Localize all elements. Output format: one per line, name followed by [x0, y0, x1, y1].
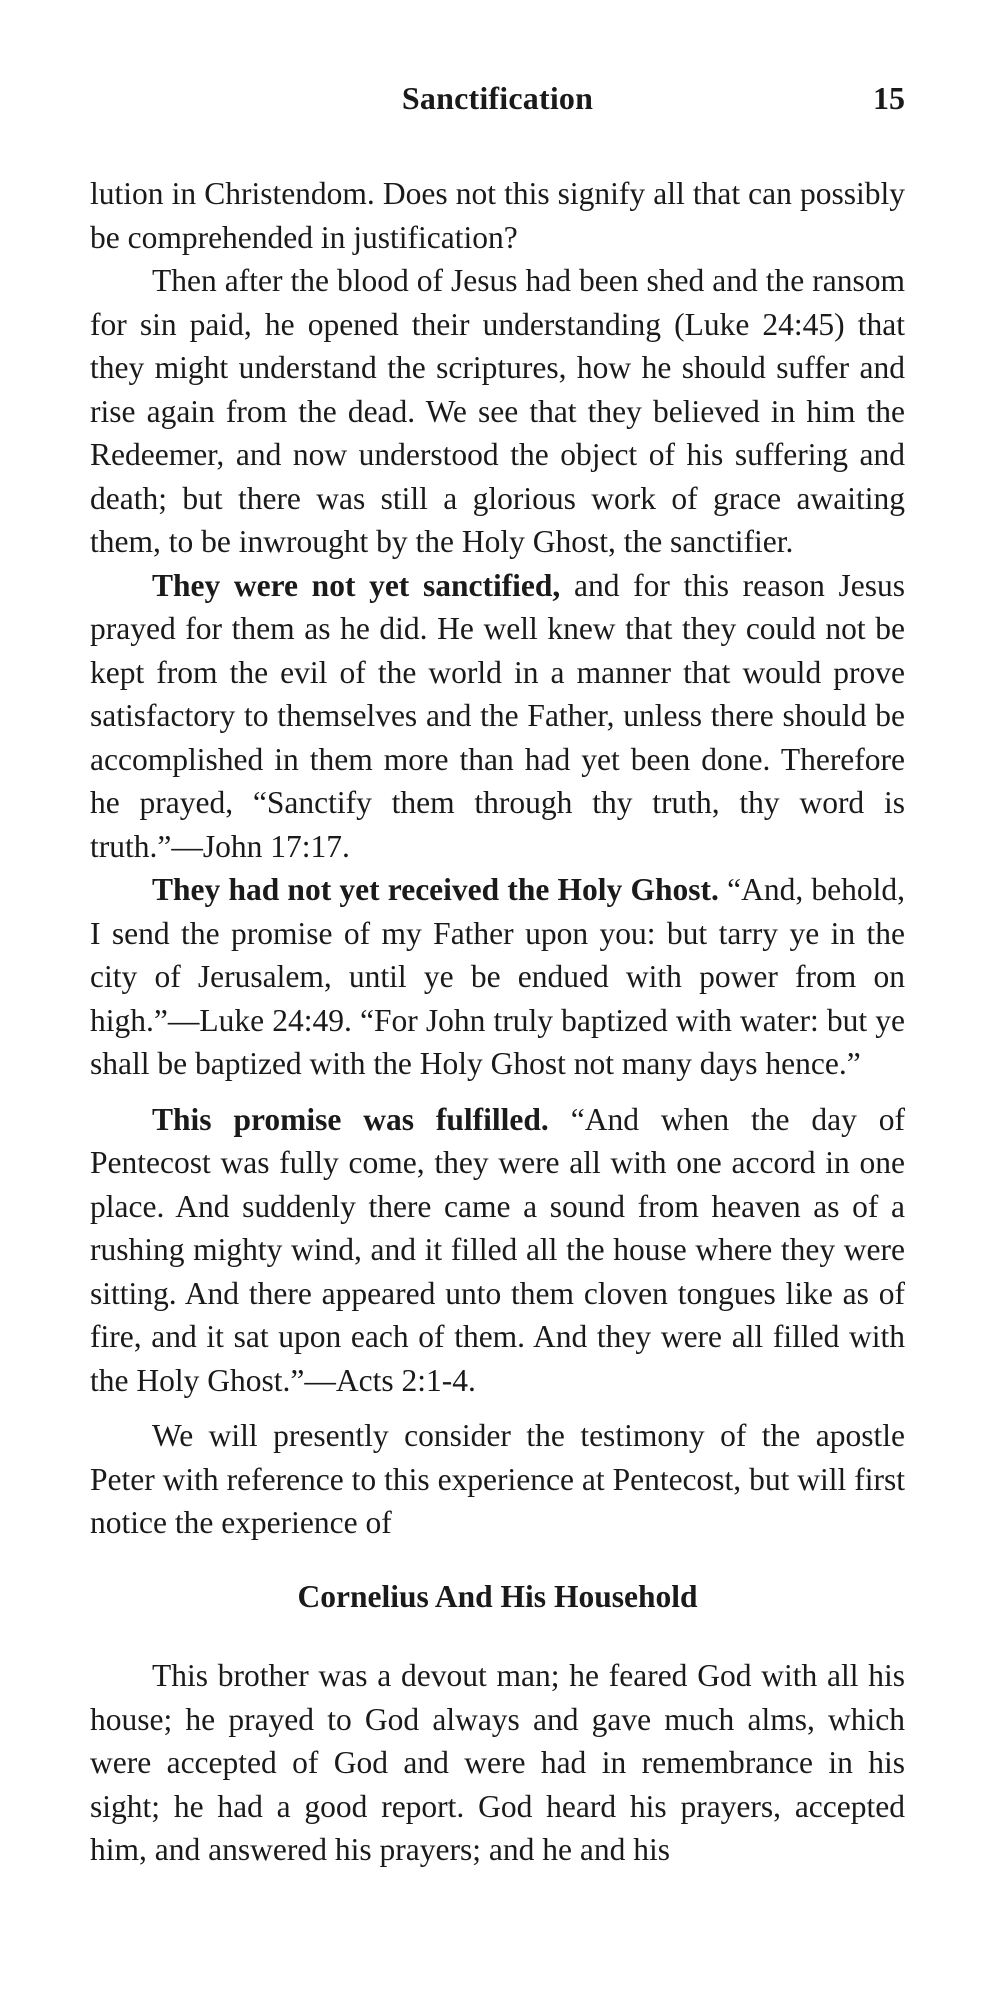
- paragraph-text: This brother was a devout man; he feared God with all his house; he prayed to God always and gave much alms, which were accepted of God and were had in remembrance in his sight; he had a good report. God heard his prayers, accepted him, and answered his prayers; and he and his: [90, 1658, 905, 1867]
- paragraph-lead-bold: They had not yet received the Holy Ghost.: [152, 872, 719, 907]
- paragraph-lead-bold: They were not yet sanctified,: [152, 567, 561, 603]
- body-text: [90, 172, 905, 1872]
- page-number: 15: [873, 80, 905, 116]
- paragraph-continuation: [90, 172, 905, 259]
- running-title: Sanctification: [401, 80, 594, 116]
- paragraph-text: We will presently consider the testimony of the apostle Peter with reference to this experience at Pentecost, but will first notice the experience of: [90, 1418, 905, 1540]
- paragraph-devout-man: [90, 1654, 905, 1872]
- paragraph-not-yet-received: [90, 868, 905, 1086]
- paragraph-text: “And, behold, I send the promise of my Father upon you: but tarry ye in the city of Jerusalem, until ye be endued with power from on high.”—Luke 24:49. “For John truly baptized with water: but ye shall be baptized with the Holy Ghost not many days hence.”: [90, 872, 905, 1081]
- paragraph-presently-consider: [90, 1414, 905, 1545]
- paragraph-text: “And when the day of Pentecost was fully come, they were all with one accord in one place. And suddenly there came a sound from heaven as of a rushing mighty wind, and it filled all the house where they were sitting. And there appeared unto them cloven tongues like as of fire, and it sat upon each of them. And they were all filled with the Holy Ghost.”—Acts 2:1-4.: [90, 1101, 905, 1398]
- paragraph-promise-fulfilled: [90, 1098, 905, 1403]
- paragraph-text: and for this reason Jesus prayed for them as he did. He well knew that they could not be kept from the evil of the world in a manner that would prove satisfactory to themselves and the Father, unless there should be accomplished in them more than had yet been done. Therefore he prayed, “Sanctify them through thy truth, thy word is truth.”—John 17:17.: [90, 567, 905, 864]
- running-head: [90, 80, 905, 130]
- section-heading: Cornelius And His Household: [297, 1578, 698, 1614]
- paragraph-text: lution in Christendom. Does not this signify all that can possibly be comprehended in justification?: [90, 176, 905, 255]
- paragraph-blood-of-jesus: [90, 259, 905, 564]
- paragraph-lead-bold: This promise was fulfilled.: [152, 1101, 549, 1137]
- book-page: [90, 80, 905, 1872]
- paragraph-text: Then after the blood of Jesus had been shed and the ransom for sin paid, he opened their understanding (Luke 24:45) that they might understand the scriptures, how he should suffer and rise again from the dead. We see that they believed in him the Redeemer, and now understood the object of his suffering and death; but there was still a glorious work of grace awaiting them, to be inwrought by the Holy Ghost, the sanctifier.: [90, 263, 905, 559]
- paragraph-not-yet-sanctified: [90, 564, 905, 869]
